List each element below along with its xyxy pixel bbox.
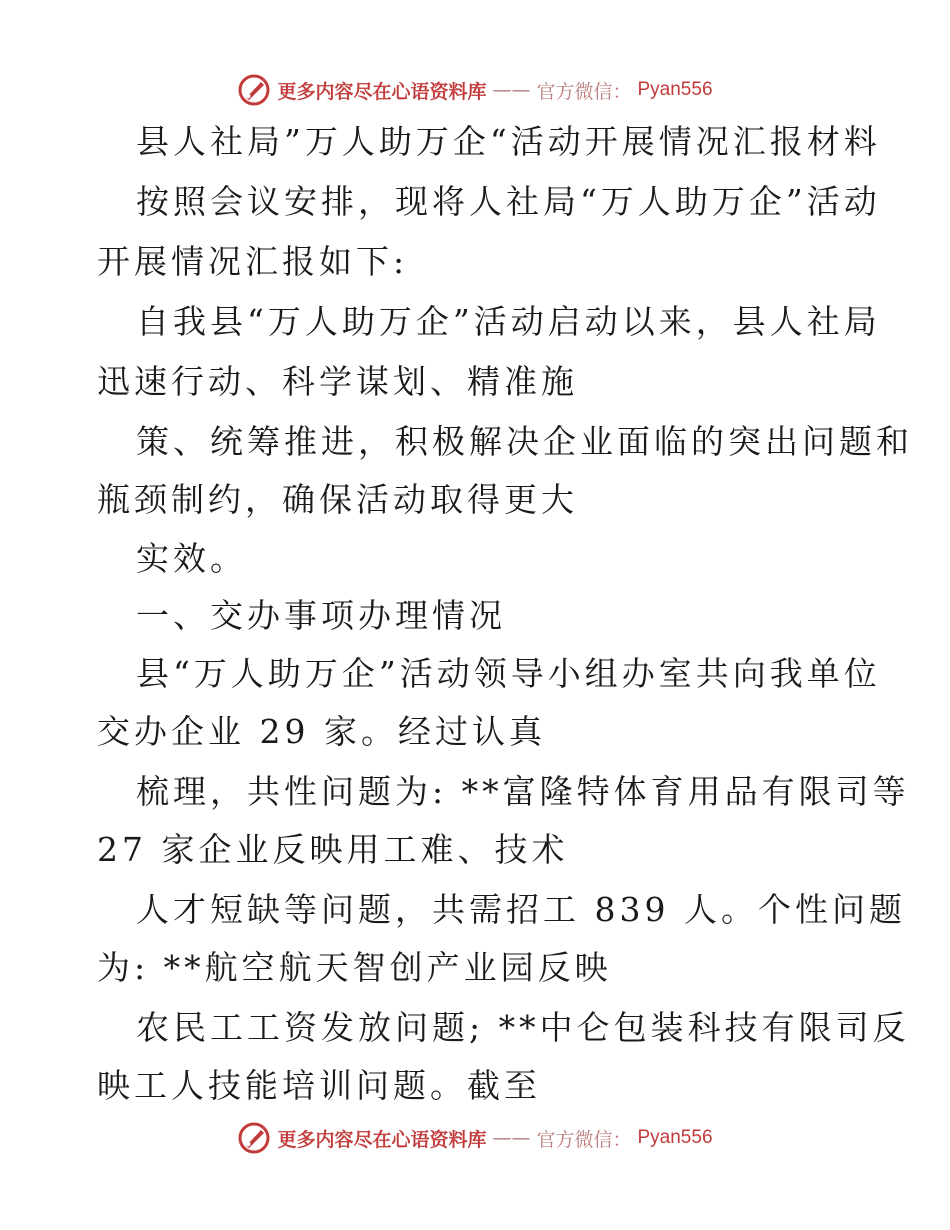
doc-line: 27 家企业反映用工难、技术 xyxy=(97,830,569,869)
doc-line: 迅速行动、科学谋划、精准施 xyxy=(97,362,578,401)
watermark-dash: —— xyxy=(492,79,531,101)
doc-line: 人才短缺等问题，共需招工 839 人。个性问题 xyxy=(136,890,906,929)
quill-seal-icon xyxy=(237,1121,271,1155)
doc-title: 县人社局”万人助万企“活动开展情况汇报材料 xyxy=(136,122,881,161)
doc-line: 策、统筹推进，积极解决企业面临的突出问题和 xyxy=(136,422,913,461)
watermark-sub-text: 官方微信： xyxy=(536,80,632,103)
watermark-main-text: 更多内容尽在心语资料库 xyxy=(277,80,487,103)
doc-line: 县“万人助万企”活动领导小组办室共向我单位 xyxy=(136,654,881,693)
watermark-sub-text: 官方微信： xyxy=(536,1128,632,1151)
doc-line: 实效。 xyxy=(136,539,247,578)
watermark-dash: —— xyxy=(492,1127,531,1149)
doc-line: 农民工工资发放问题; **中仑包装科技有限司反 xyxy=(136,1008,910,1047)
watermark-main-text: 更多内容尽在心语资料库 xyxy=(277,1128,487,1151)
watermark-banner-top xyxy=(0,70,950,110)
doc-line: 瓶颈制约，确保活动取得更大 xyxy=(97,480,578,519)
doc-line: 为: **航空航天智创产业园反映 xyxy=(97,948,612,987)
watermark-wechat-id: Pyan556 xyxy=(637,1127,713,1148)
section-heading: 一、交办事项办理情况 xyxy=(136,596,506,635)
quill-seal-icon xyxy=(237,73,271,107)
doc-line: 梳理，共性问题为: **富隆特体育用品有限司等 xyxy=(136,772,910,811)
doc-line: 按照会议安排，现将人社局“万人助万企”活动 xyxy=(136,182,881,221)
doc-line: 交办企业 29 家。经过认真 xyxy=(97,712,546,751)
doc-line: 开展情况汇报如下: xyxy=(97,242,409,281)
doc-line: 自我县“万人助万企”活动启动以来，县人社局 xyxy=(136,302,881,341)
watermark-wechat-id: Pyan556 xyxy=(637,79,713,100)
watermark-banner-bottom xyxy=(0,1118,950,1158)
doc-line: 映工人技能培训问题。截至 xyxy=(97,1066,541,1105)
